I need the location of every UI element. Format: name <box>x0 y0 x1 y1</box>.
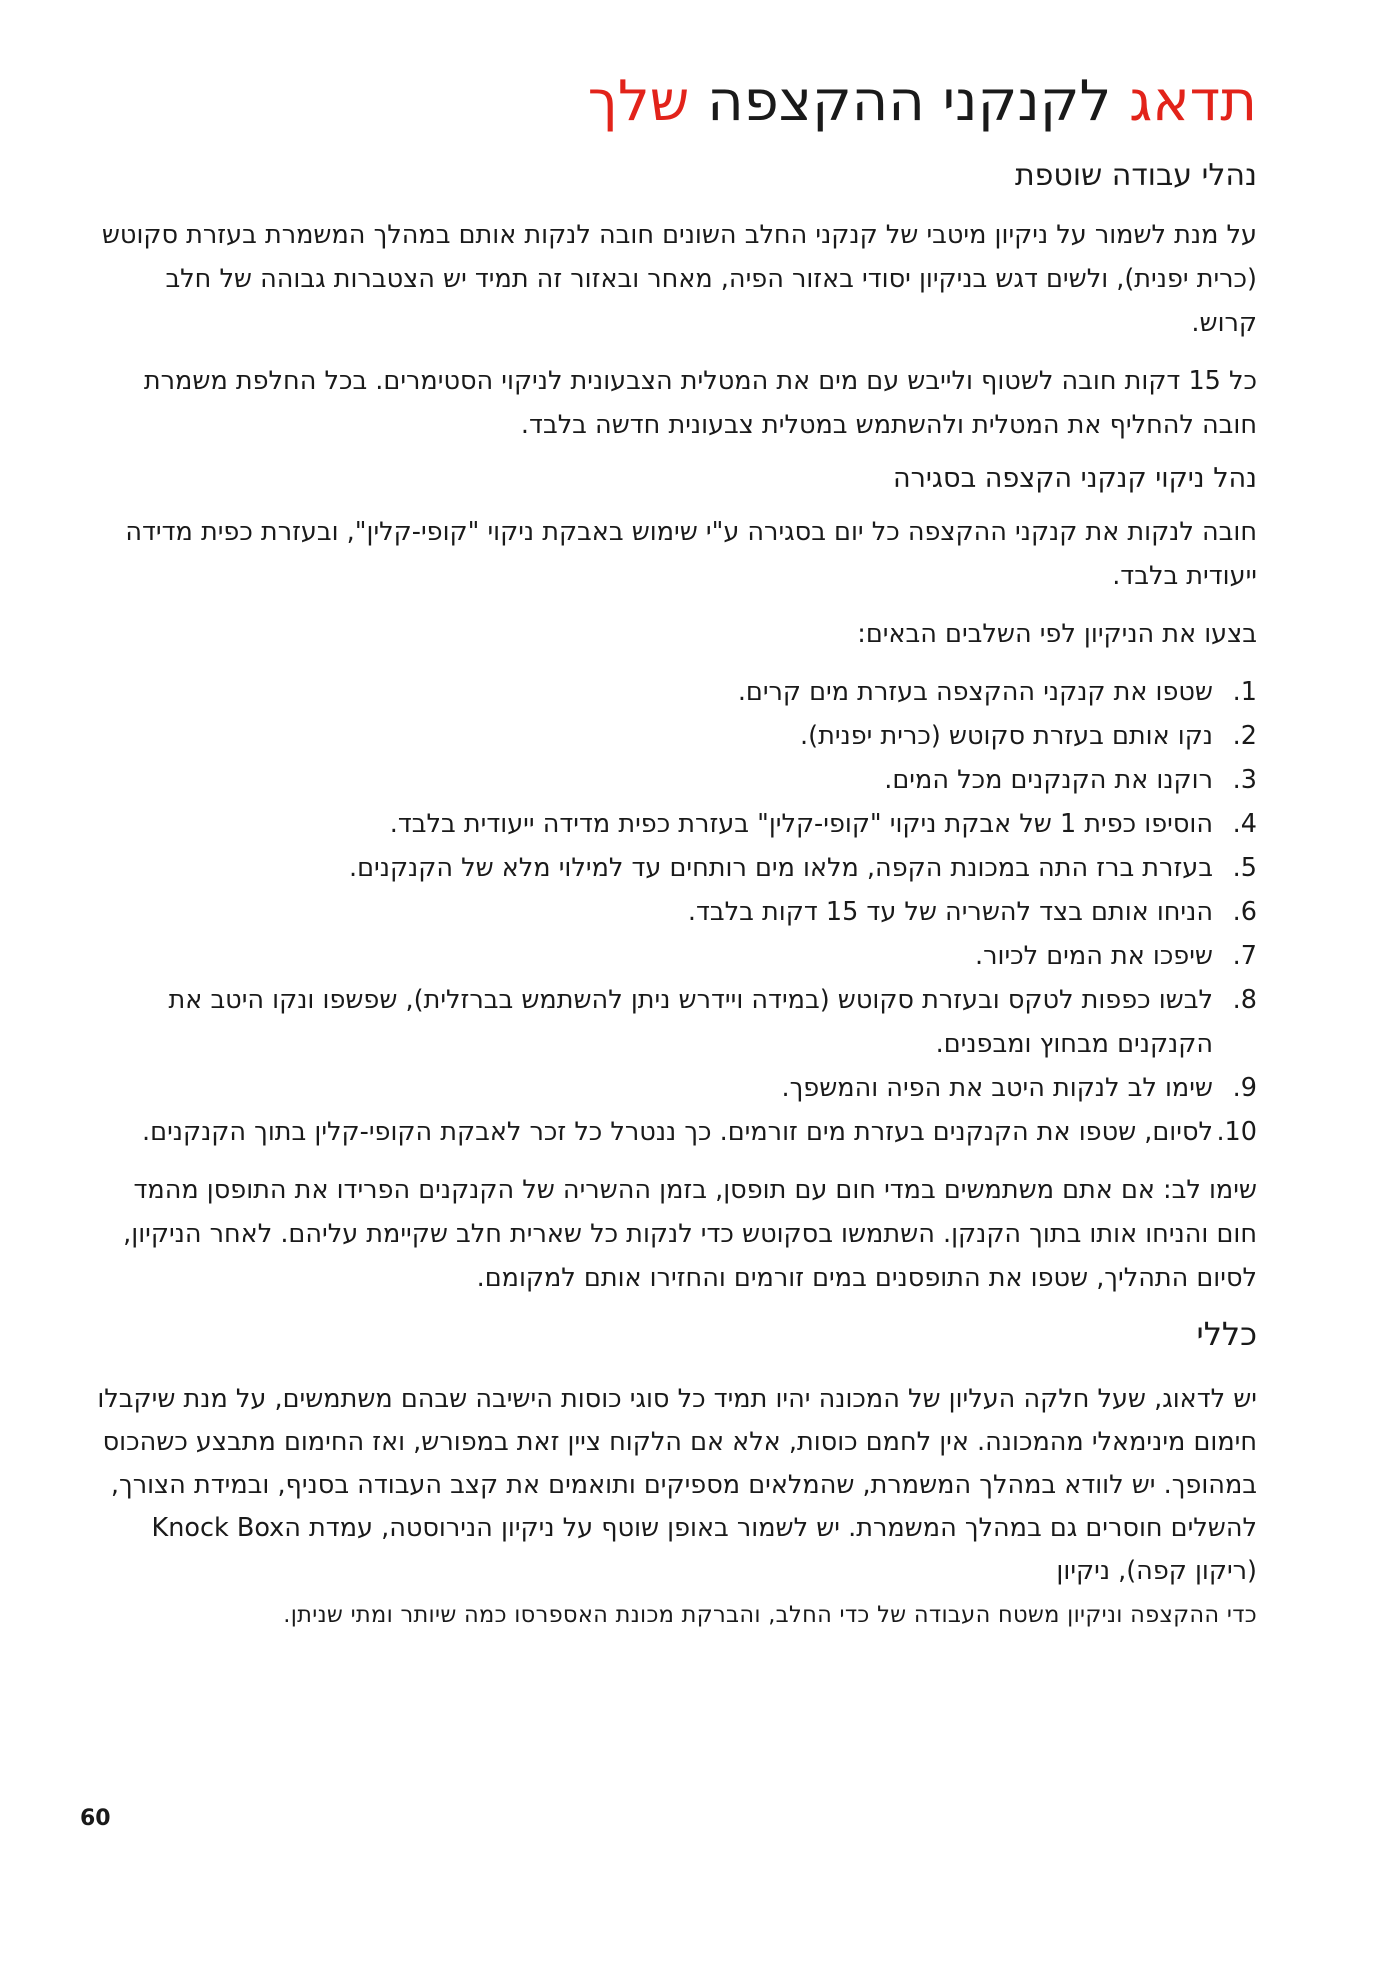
step-number: 9. <box>1232 1073 1257 1104</box>
step-number: 1. <box>1232 677 1257 708</box>
list-item <box>95 978 1257 1066</box>
step-text: לבשו כפפות לטקס ובעזרת סקוטש (במידה ויידרש ניתן להשתמש בברזלית), שפשפו ונקו היטב את הקנקנים מבחוץ ומבפנים. <box>168 985 1213 1060</box>
paragraph-routine-1: על מנת לשמור על ניקיון מיטבי של קנקני החלב השונים חובה לנקות אותם במהלך המשמרת בעזרת סקוטש (כרית יפנית), ולשים דגש בניקיון יסודי באזור הפיה, מאחר ובאזור זה תמיד יש הצטברות גבוהה של חלב קרוש. <box>101 220 1257 339</box>
document-page <box>95 70 1257 1651</box>
step-text: נקו אותם בעזרת סקוטש (כרית יפנית). <box>800 721 1213 752</box>
step-text: רוקנו את הקנקנים מכל המים. <box>884 765 1213 796</box>
title-part-3: שלך <box>587 69 690 134</box>
note-paragraph: שימו לב: אם אתם משתמשים במדי חום עם תופסן, בזמן ההשריה של הקנקנים הפרידו את התופסן מהמד חום והניחו אותו בתוך הקנקן. השתמשו בסקוטש כדי לנקות כל שארית חלב שקיימת עליהם. לאחר הניקיון, לסיום התהליך, שטפו את התופסנים במים זורמים והחזירו אותם למקומם. <box>123 1175 1257 1294</box>
step-text: שטפו את קנקני ההקצפה בעזרת מים קרים. <box>737 677 1213 708</box>
paragraph-general-1 <box>95 1378 1257 1637</box>
step-text: בעזרת ברז התה במכונת הקפה, מלאו מים רותחים עד למילוי מלא של הקנקנים. <box>349 853 1213 884</box>
title-part-2: לקנקני ההקצפה <box>689 69 1112 134</box>
list-item <box>95 846 1257 890</box>
step-text: לסיום, שטפו את הקנקנים בעזרת מים זורמים. כך ננטרל כל זכר לאבקת הקופי-קלין בתוך הקנקנים. <box>142 1117 1213 1148</box>
page-title <box>95 70 1257 134</box>
list-item <box>95 1066 1257 1110</box>
section-heading-closing: נהל ניקוי קנקני הקצפה בסגירה <box>893 463 1257 495</box>
list-item <box>95 1110 1257 1154</box>
page-number: 60 <box>80 1806 111 1831</box>
list-item <box>95 714 1257 758</box>
paragraph-closing-1: חובה לנקות את קנקני ההקצפה כל יום בסגירה ע"י שימוש באבקת ניקוי "קופי-קלין", ובעזרת כפית מדידה ייעודית בלבד. <box>125 517 1257 592</box>
section-heading-routine: נהלי עבודה שוטפת <box>1014 158 1257 194</box>
list-item <box>95 802 1257 846</box>
step-number: 8. <box>1232 985 1257 1016</box>
list-item <box>95 758 1257 802</box>
paragraph-routine-2: כל 15 דקות חובה לשטוף ולייבש עם מים את המטלית הצבעונית לניקוי הסטימרים. בכל החלפת משמרת חובה להחליף את המטלית ולהשתמש במטלית צבעונית חדשה בלבד. <box>143 366 1257 441</box>
steps-intro: בצעו את הניקיון לפי השלבים הבאים: <box>857 619 1257 650</box>
step-number: 2. <box>1232 721 1257 752</box>
step-number: 10. <box>1216 1117 1257 1148</box>
step-number: 6. <box>1232 897 1257 928</box>
step-text: הוסיפו כפית 1 של אבקת ניקוי "קופי-קלין" בעזרת כפית מדידה ייעודית בלבד. <box>389 809 1213 840</box>
steps-list <box>95 670 1257 1154</box>
step-number: 5. <box>1232 853 1257 884</box>
step-text: שימו לב לנקות היטב את הפיה והמשפך. <box>781 1073 1213 1104</box>
section-heading-general: כללי <box>1196 1315 1257 1354</box>
step-number: 3. <box>1232 765 1257 796</box>
title-part-1: תדאג <box>1111 69 1257 134</box>
paragraph-general-last-line: כדי ההקצפה וניקיון משטח העבודה של כדי החלב, והברקת מכונת האספרסו כמה שיותר ומתי שניתן. <box>283 1602 1257 1629</box>
paragraph-general-body: יש לדאוג, שעל חלקה העליון של המכונה יהיו תמיד כל סוגי כוסות הישיבה שבהם משתמשים, על מנת שיקבלו חימום מינימאלי מהמכונה. אין לחמם כוסות, אלא אם הלקוח ציין זאת במפורש, ואז החימום מתבצע כשהכוס במהופך. יש לוודא במהלך המשמרת, שהמלאים מספיקים ותואמים את קצב העבודה בסניף, ובמידת הצורך, להשלים חוסרים גם במהלך המשמרת. יש לשמור באופן שוטף על ניקיון הנירוסטה, עמדת הKnock Box (ריקון קפה), ניקיון <box>97 1384 1257 1587</box>
step-number: 7. <box>1232 941 1257 972</box>
list-item <box>95 890 1257 934</box>
step-text: שיפכו את המים לכיור. <box>975 941 1213 972</box>
list-item <box>95 670 1257 714</box>
list-item <box>95 934 1257 978</box>
step-number: 4. <box>1232 809 1257 840</box>
step-text: הניחו אותם בצד להשריה של עד 15 דקות בלבד. <box>687 897 1213 928</box>
